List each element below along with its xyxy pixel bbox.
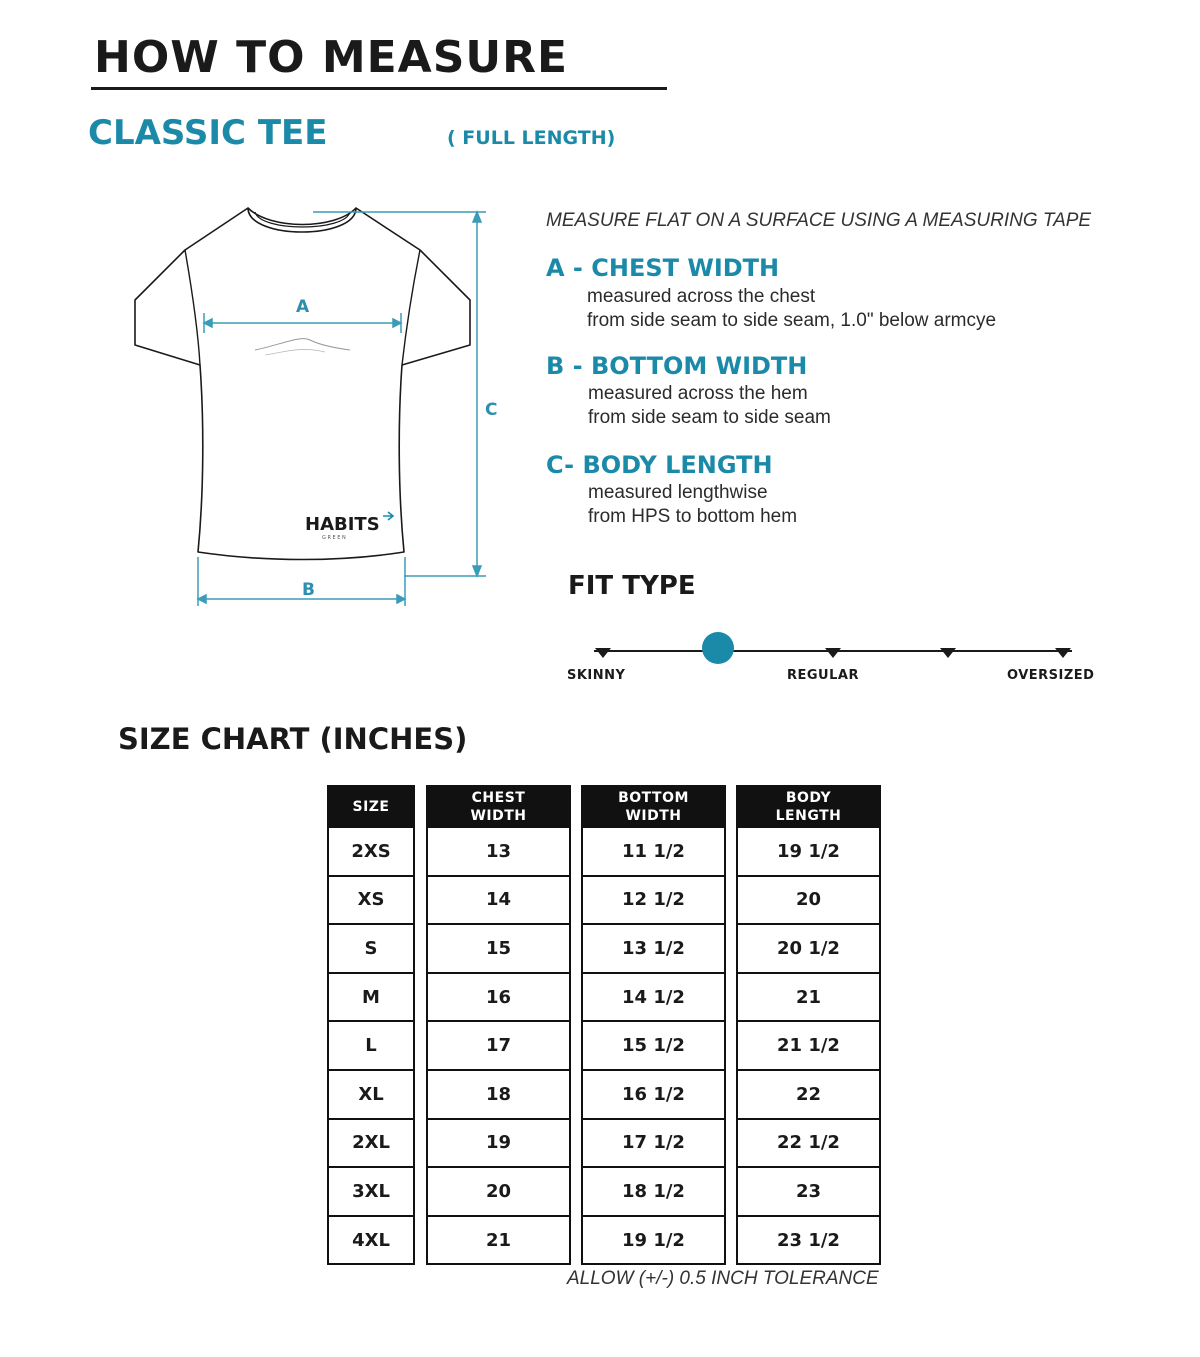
table-cell: 20 [736, 877, 881, 926]
table-cell: 13 [426, 828, 571, 877]
tee-outline [135, 208, 470, 560]
fit-position-marker [825, 648, 841, 658]
table-cell: 22 [736, 1071, 881, 1120]
measure-b-heading: B - BOTTOM WIDTH [546, 352, 808, 380]
table-cell: 16 1/2 [581, 1071, 726, 1120]
measure-a-heading: A - CHEST WIDTH [546, 254, 780, 282]
fit-position-marker [940, 648, 956, 658]
table-cell: 19 [426, 1120, 571, 1169]
table-cell: 22 1/2 [736, 1120, 881, 1169]
measure-b-line1: measured across the hem [588, 383, 808, 404]
size-column [327, 785, 415, 1265]
table-cell: 2XS [327, 828, 415, 877]
measure-c-heading: C- BODY LENGTH [546, 451, 773, 479]
measure-b-line2: from side seam to side seam [588, 407, 831, 428]
column-header-size: SIZE [327, 785, 415, 828]
table-cell: 17 1/2 [581, 1120, 726, 1169]
table-cell: 20 [426, 1168, 571, 1217]
measure-a-line1: measured across the chest [587, 286, 816, 307]
table-cell: 15 [426, 925, 571, 974]
fit-position-marker [1055, 648, 1071, 658]
column-header-chest-width: CHEST WIDTH [426, 785, 571, 828]
chest-width-column [426, 785, 571, 1265]
table-cell: 16 [426, 974, 571, 1023]
fit-position-marker [595, 648, 611, 658]
product-title: CLASSIC TEE [88, 113, 328, 153]
measure-c-line2: from HPS to bottom hem [588, 506, 798, 527]
fit-label-oversized: OVERSIZED [1007, 668, 1095, 683]
table-cell: 21 1/2 [736, 1022, 881, 1071]
label-a: A [296, 297, 310, 317]
table-cell: XS [327, 877, 415, 926]
table-cell: XL [327, 1071, 415, 1120]
fit-type-scale [560, 628, 1090, 668]
tee-measurement-diagram [120, 195, 520, 615]
length-arrow-bottom [473, 566, 481, 576]
product-subtitle-note: ( FULL LENGTH) [447, 127, 616, 149]
tolerance-note: ALLOW (+/-) 0.5 INCH TOLERANCE [567, 1268, 879, 1289]
table-cell: 3XL [327, 1168, 415, 1217]
fit-label-skinny: SKINNY [567, 668, 626, 683]
size-chart-title: SIZE CHART (INCHES) [118, 722, 468, 756]
table-cell: 23 1/2 [736, 1217, 881, 1266]
table-cell: S [327, 925, 415, 974]
column-header-bottom-width: BOTTOM WIDTH [581, 785, 726, 828]
fit-type-title: FIT TYPE [568, 571, 696, 601]
table-cell: 13 1/2 [581, 925, 726, 974]
bottom-arrow-right [397, 595, 405, 603]
label-c: C [485, 400, 498, 420]
bottom-width-column [581, 785, 726, 1265]
brand-logo: HABITS [305, 514, 380, 535]
table-cell: L [327, 1022, 415, 1071]
measure-instruction: MEASURE FLAT ON A SURFACE USING A MEASURING TAPE [546, 210, 1092, 231]
table-cell: 18 1/2 [581, 1168, 726, 1217]
table-cell: 21 [426, 1217, 571, 1266]
measure-c-line1: measured lengthwise [588, 482, 768, 503]
table-cell: 20 1/2 [736, 925, 881, 974]
table-cell: 18 [426, 1071, 571, 1120]
fit-label-regular: REGULAR [787, 668, 859, 683]
table-cell: 17 [426, 1022, 571, 1071]
table-cell: 15 1/2 [581, 1022, 726, 1071]
table-cell: 14 [426, 877, 571, 926]
column-header-body-length: BODY LENGTH [736, 785, 881, 828]
body-length-column [736, 785, 881, 1265]
table-cell: 12 1/2 [581, 877, 726, 926]
table-cell: 14 1/2 [581, 974, 726, 1023]
fit-selected-marker [702, 632, 734, 664]
title-underline [91, 87, 667, 90]
table-cell: 21 [736, 974, 881, 1023]
table-cell: 19 1/2 [736, 828, 881, 877]
table-cell: 4XL [327, 1217, 415, 1266]
brand-logo-sub: G R E E N [322, 535, 346, 541]
table-cell: 2XL [327, 1120, 415, 1169]
table-cell: 23 [736, 1168, 881, 1217]
table-cell: 11 1/2 [581, 828, 726, 877]
page-title: HOW TO MEASURE [94, 32, 569, 83]
table-cell: M [327, 974, 415, 1023]
table-cell: 19 1/2 [581, 1217, 726, 1266]
bottom-arrow-left [198, 595, 206, 603]
length-arrow-top [473, 212, 481, 222]
label-b: B [302, 580, 315, 600]
measure-a-line2: from side seam to side seam, 1.0" below armcye [587, 310, 997, 331]
